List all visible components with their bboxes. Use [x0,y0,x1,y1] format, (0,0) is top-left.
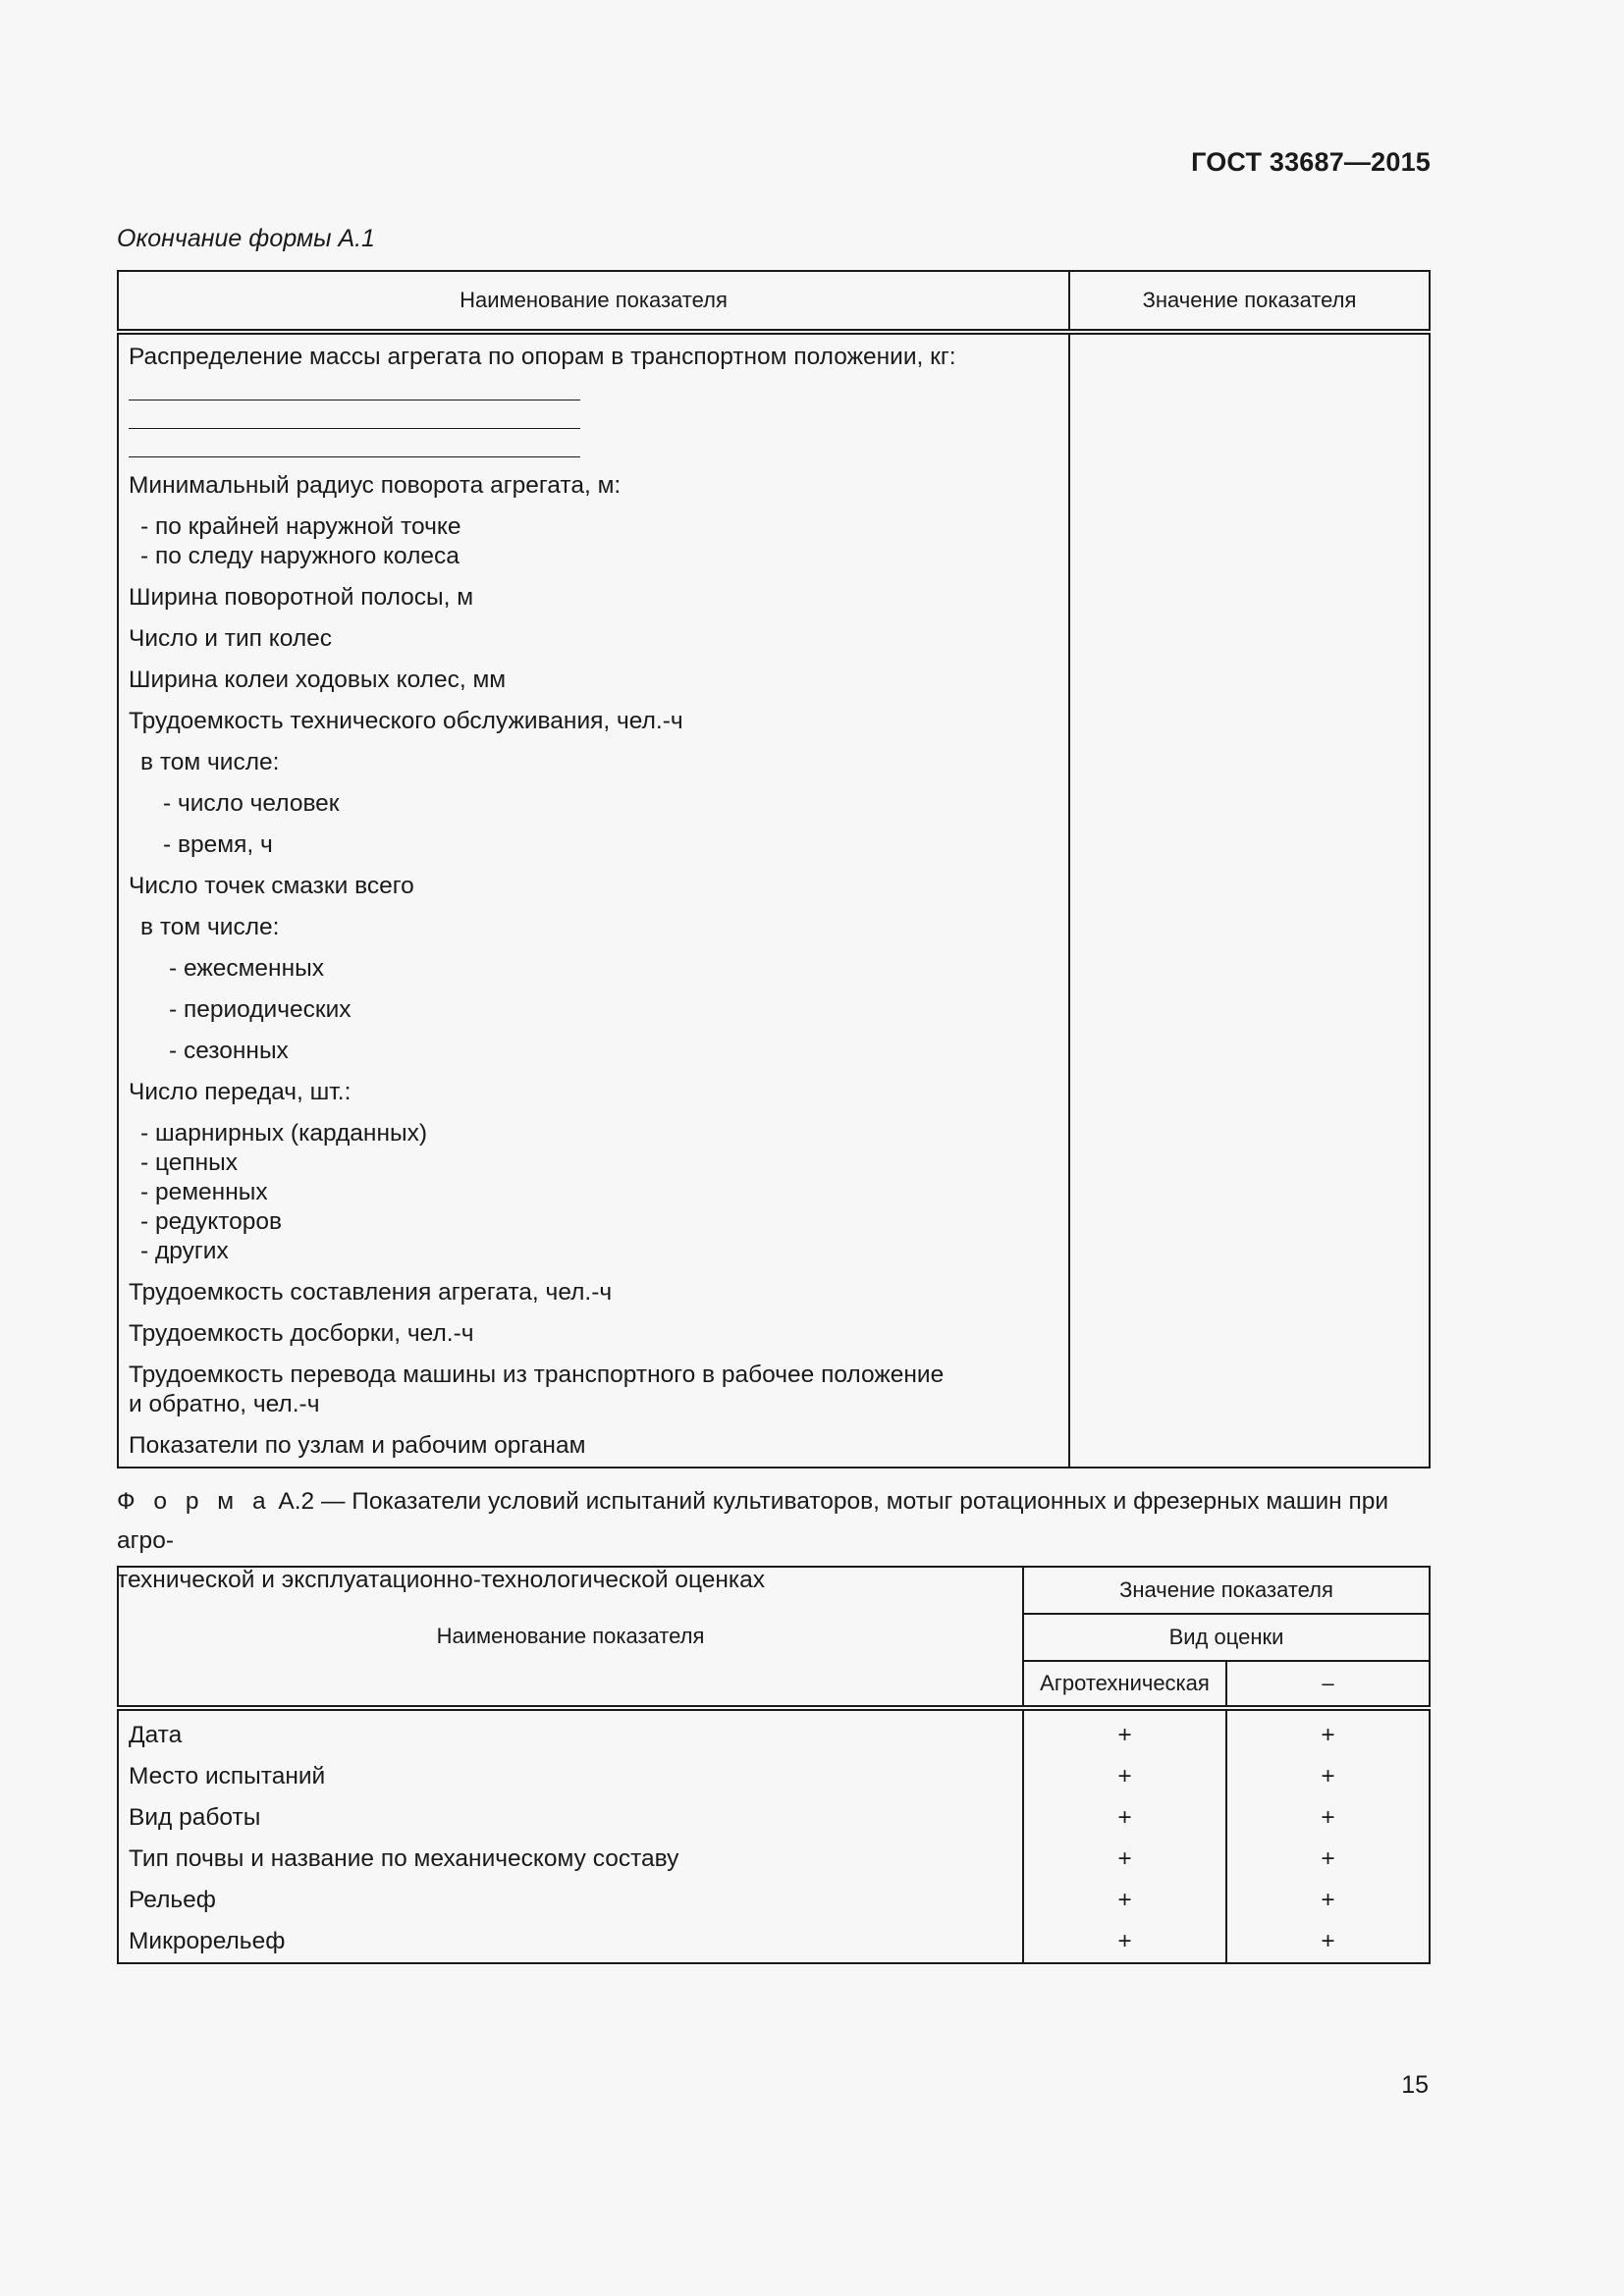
row-min-radius: Минимальный радиус поворота агрегата, м: [129,472,622,499]
row-persons: - число человек [163,790,340,817]
table-a2-col-other: – [1226,1661,1430,1708]
table-row [118,1756,1430,1797]
table-a1-values-cell [1069,332,1430,1468]
row-maintenance: Трудоемкость технического обслуживания, чел.-ч [129,708,683,734]
row-per-shift: - ежесменных [169,955,324,982]
row-name: Вид работы [118,1797,1023,1839]
row-agro-value: + [1023,1797,1226,1839]
row-agro-value: + [1023,1756,1226,1797]
row-other-value: + [1321,1887,1335,1913]
row-agro-value: + [1023,1880,1226,1921]
row-agro-value: + [1023,1839,1226,1880]
row-conversion-1: Трудоемкость перевода машины из транспортного в рабочее положение [129,1362,945,1388]
table-a1-body [118,332,1430,1468]
row-other-value: + [1321,1763,1335,1789]
row-reducers: - редукторов [140,1208,283,1235]
row-turn-strip: Ширина поворотной полосы, м [129,584,474,611]
row-mass-distribution: Распределение массы агрегата по опорам в транспортном положении, кг: [129,344,956,370]
table-a1-caption: Окончание формы А.1 [117,225,375,252]
page-number: 15 [1401,2071,1429,2099]
row-seasonal: - сезонных [169,1038,289,1064]
form-a2-title-1: — Показатели условий испытаний культиваторов, мотыг ротационных и фрезерных машин при агро- [117,1488,1389,1554]
blank-line-2 [129,428,580,429]
row-other-value: + [1321,1845,1335,1872]
row-lube-points: Число точек смазки всего [129,873,414,899]
row-agro-value: + [1023,1708,1226,1756]
row-name: Рельеф [118,1880,1023,1921]
form-a2-title-2: технической и эксплуатационно-технологической оценках [117,1567,766,1593]
row-hinged: - шарнирных (карданных) [140,1120,428,1147]
row-name: Дата [118,1708,1023,1756]
row-assembly: Трудоемкость составления агрегата, чел.-ч [129,1279,613,1306]
table-a2-col-name: Наименование показателя [118,1567,1023,1708]
row-belt: - ременных [140,1179,268,1205]
table-a1 [117,270,1431,1468]
row-outer-wheel: - по следу наружного колеса [140,543,460,569]
row-incl-2: в том числе: [140,914,280,940]
table-row [118,1839,1430,1880]
row-gears: Число передач, шт.: [129,1079,352,1105]
row-periodic: - периодических [169,996,352,1023]
row-name: Тип почвы и название по механическому составу [118,1839,1023,1880]
form-a2-label: Ф о р м а [117,1488,272,1515]
row-nodes: Показатели по узлам и рабочим органам [129,1432,586,1459]
row-chain: - цепных [140,1149,239,1176]
row-track: Ширина колеи ходовых колес, мм [129,667,507,693]
table-a2 [117,1566,1431,1964]
table-a2-col-kind: Вид оценки [1023,1614,1430,1661]
row-others: - других [140,1238,229,1264]
row-other-value: + [1321,1928,1335,1954]
row-other-value: + [1321,1722,1335,1748]
row-extra-assembly: Трудоемкость досборки, чел.-ч [129,1320,474,1347]
table-row [118,1921,1430,1963]
document-code: ГОСТ 33687—2015 [1191,147,1431,177]
table-a2-col-agro: Агротехническая [1023,1661,1226,1708]
form-a2-number: А.2 [278,1488,315,1515]
row-agro-value: + [1023,1921,1226,1963]
row-incl-1: в том числе: [140,749,280,775]
row-other-value: + [1321,1804,1335,1831]
row-wheels: Число и тип колес [129,625,332,652]
row-name: Микрорельеф [118,1921,1023,1963]
row-name: Место испытаний [118,1756,1023,1797]
table-row [118,1797,1430,1839]
table-a1-names-cell [118,332,1069,1468]
row-time: - время, ч [163,831,273,858]
table-row [118,1708,1430,1756]
table-a1-col-value: Значение показателя [1069,271,1430,332]
blank-line-3 [129,456,580,457]
row-outer-point: - по крайней наружной точке [140,513,461,540]
row-conversion-2: и обратно, чел.-ч [129,1391,320,1417]
table-a2-header-1 [118,1567,1430,1614]
table-a1-header [118,271,1430,332]
table-a2-col-value: Значение показателя [1023,1567,1430,1614]
table-a1-col-name: Наименование показателя [118,271,1069,332]
table-row [118,1880,1430,1921]
